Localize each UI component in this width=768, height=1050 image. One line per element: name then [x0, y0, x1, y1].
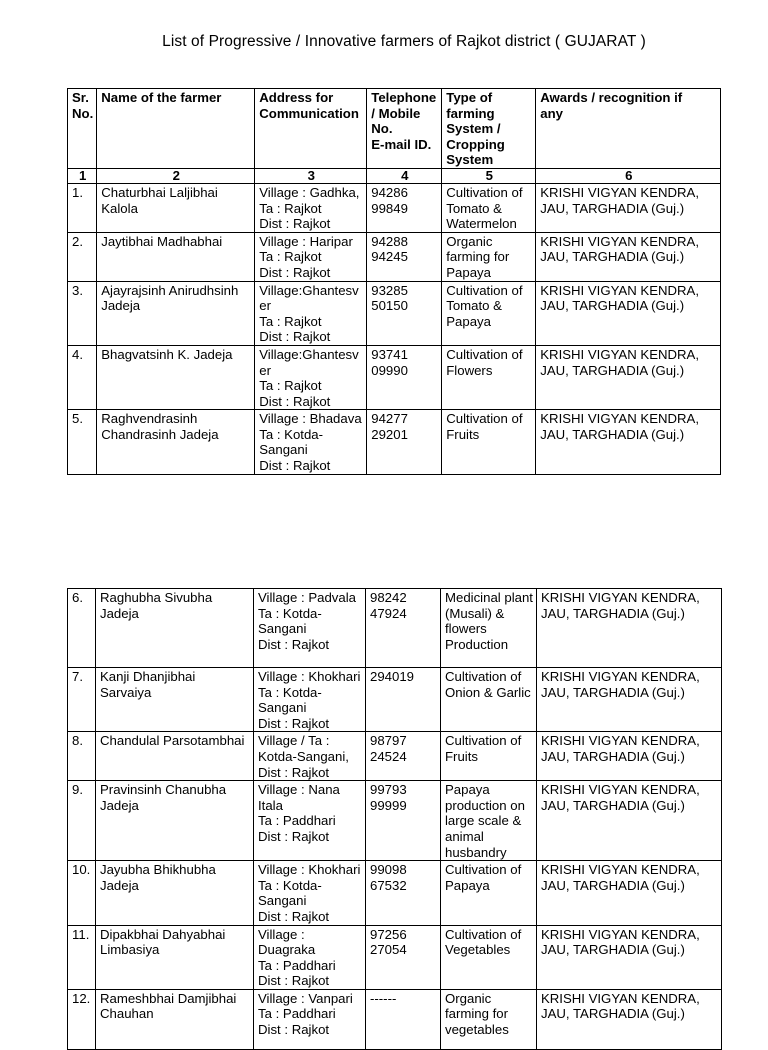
telephone-cell	[366, 861, 441, 925]
cell-line: Ta : Rajkot	[259, 249, 322, 265]
cell-line: Name of the farmer	[101, 90, 222, 105]
telephone-cell	[366, 589, 441, 668]
cell-line: Dist : Rajkot	[258, 715, 330, 731]
table-row	[68, 861, 722, 925]
telephone-cell	[366, 989, 441, 1049]
cell-line: 94245	[371, 249, 408, 265]
cell-line: Ta : Kotda-	[258, 605, 322, 621]
farming-type-cell	[441, 589, 537, 668]
cell-line: any	[540, 105, 563, 121]
address-cell	[254, 732, 366, 781]
table-row	[68, 989, 722, 1049]
address-cell	[255, 183, 367, 232]
cell-line: Village :	[258, 926, 305, 942]
award-cell	[536, 410, 721, 474]
farming-type-cell	[442, 345, 536, 409]
header-awards	[536, 89, 721, 169]
cell-line: Organic	[446, 233, 493, 249]
cell-line: Chaturbhai Laljibhai	[101, 184, 218, 200]
cell-line: Tomato &	[446, 200, 502, 216]
cell-line: JAU, TARGHADIA (Guj.)	[540, 684, 685, 700]
column-number: 3	[255, 168, 367, 183]
cell-line: KRISHI VIGYAN KENDRA,	[540, 282, 700, 298]
cell-line: er	[259, 298, 271, 314]
farming-type-cell	[441, 925, 537, 989]
address-cell	[255, 232, 367, 281]
header-farming-type	[442, 89, 536, 169]
award-cell	[536, 732, 721, 781]
cell-line: Cultivation of	[446, 184, 523, 200]
cell-line: Chandrasinh Jadeja	[101, 426, 219, 442]
cell-line: E-mail ID.	[371, 136, 432, 152]
address-cell	[254, 861, 366, 925]
cell-line: Dist : Rajkot	[258, 973, 330, 989]
column-number: 4	[367, 168, 442, 183]
cell-line: Cropping	[446, 136, 505, 152]
cell-line: Medicinal plant	[445, 590, 533, 605]
cell-line: Village : Khokhari	[258, 669, 361, 684]
cell-line: JAU, TARGHADIA (Guj.)	[540, 249, 685, 265]
farming-type-cell	[441, 732, 537, 781]
cell-line: Dist : Rajkot	[258, 764, 330, 780]
sr-no-cell: 6.	[68, 589, 96, 668]
farming-type-cell	[442, 281, 536, 345]
sr-no-cell: 12.	[68, 989, 96, 1049]
table-row	[68, 410, 721, 474]
sr-no-cell: 4.	[68, 345, 97, 409]
address-cell	[254, 668, 366, 732]
cell-line: Ta : Rajkot	[259, 200, 322, 216]
cell-line: Fruits	[445, 748, 478, 764]
sr-no-cell: 10.	[68, 861, 96, 925]
cell-line: Village:Ghantesv	[259, 346, 359, 362]
cell-line: Ta : Rajkot	[259, 313, 322, 329]
table-row	[68, 345, 721, 409]
cell-line: Ta : Paddhari	[258, 957, 336, 973]
cell-line: Village : Nana	[258, 782, 340, 798]
cell-line: JAU, TARGHADIA (Guj.)	[540, 298, 685, 314]
cell-line: JAU, TARGHADIA (Guj.)	[540, 1006, 685, 1022]
header-row	[68, 89, 721, 169]
telephone-cell	[366, 668, 441, 732]
award-cell	[536, 781, 721, 861]
cell-line: Raghvendrasinh	[101, 411, 198, 427]
cell-line: Village : Gadhka,	[259, 184, 360, 200]
cell-line: er	[259, 362, 271, 378]
address-cell	[255, 410, 367, 474]
cell-line: Itala	[258, 797, 283, 813]
cell-line: 67532	[370, 877, 407, 893]
award-cell	[536, 861, 721, 925]
cell-line: husbandry	[445, 844, 507, 860]
sr-no-cell: 11.	[68, 925, 96, 989]
cell-line: KRISHI VIGYAN KENDRA,	[540, 733, 700, 749]
cell-line: KRISHI VIGYAN KENDRA,	[540, 669, 700, 684]
cell-line: 93741	[371, 346, 408, 362]
cell-line: Ajayrajsinh Anirudhsinh	[101, 282, 239, 298]
cell-line: Cultivation of	[445, 862, 522, 878]
farmer-name-cell	[96, 668, 254, 732]
sr-no-cell: 8.	[68, 732, 96, 781]
sr-no-cell: 5.	[68, 410, 97, 474]
cell-line: Papaya	[446, 264, 491, 280]
cell-line: No.	[371, 121, 393, 137]
sr-no-cell: 7.	[68, 668, 96, 732]
cell-line: Sr.	[72, 90, 89, 105]
cell-line: 294019	[370, 669, 415, 684]
cell-line: System /	[446, 121, 501, 137]
cell-line: Jadeja	[100, 797, 139, 813]
cell-line: JAU, TARGHADIA (Guj.)	[540, 362, 685, 378]
table-row	[68, 589, 722, 668]
cell-line: Ta : Kotda-	[259, 426, 324, 442]
table-row	[68, 183, 721, 232]
cell-line: Kanji Dhanjibhai	[100, 669, 196, 684]
cell-line: Raghubha Sivubha	[100, 590, 213, 605]
cell-line: / Mobile	[371, 105, 421, 121]
cell-line: KRISHI VIGYAN KENDRA,	[540, 184, 700, 200]
award-cell	[536, 232, 721, 281]
cell-line: Type of	[446, 90, 493, 105]
cell-line: Sarvaiya	[100, 684, 152, 700]
award-cell	[536, 183, 721, 232]
cell-line: Cultivation of	[446, 346, 523, 362]
cell-line: Cultivation of	[445, 926, 522, 942]
header-address	[255, 89, 367, 169]
cell-line: Kotda-Sangani,	[258, 748, 349, 764]
cell-line: Awards / recognition if	[540, 90, 683, 105]
cell-line: Village:Ghantesv	[259, 282, 359, 298]
cell-line: Papaya	[445, 782, 490, 798]
column-number-row	[68, 168, 721, 183]
cell-line: production on	[445, 797, 525, 813]
cell-line: No.	[72, 105, 94, 121]
cell-line: Flowers	[446, 362, 493, 378]
farming-type-cell	[441, 861, 537, 925]
cell-line: KRISHI VIGYAN KENDRA,	[540, 233, 700, 249]
cell-line: Vegetables	[445, 942, 511, 958]
cell-line: ------	[370, 990, 397, 1006]
cell-line: Jaytibhai Madhabhai	[101, 233, 223, 249]
cell-line: Jadeja	[100, 877, 139, 893]
telephone-cell	[366, 732, 441, 781]
telephone-cell	[367, 281, 442, 345]
award-cell	[536, 989, 721, 1049]
cell-line: KRISHI VIGYAN KENDRA,	[540, 590, 700, 605]
table-body	[68, 589, 722, 1050]
cell-line: Village : Khokhari	[258, 862, 361, 878]
award-cell	[536, 925, 721, 989]
cell-line: flowers	[445, 621, 487, 637]
farmer-name-cell	[97, 232, 255, 281]
farming-type-cell	[441, 668, 537, 732]
farmer-name-cell	[96, 732, 254, 781]
award-cell	[536, 589, 721, 668]
cell-line: Dist : Rajkot	[259, 329, 331, 345]
award-cell	[536, 281, 721, 345]
telephone-cell	[367, 410, 442, 474]
cell-line: Jadeja	[101, 298, 141, 314]
address-cell	[254, 781, 366, 861]
cell-line: Chandulal Parsotambhai	[100, 733, 245, 749]
cell-line: 94288	[371, 233, 408, 249]
sr-no-cell: 9.	[68, 781, 96, 861]
cell-line: Duagraka	[258, 942, 316, 958]
cell-line: Limbasiya	[100, 942, 160, 958]
cell-line: 50150	[371, 298, 408, 314]
farmer-name-cell	[97, 281, 255, 345]
cell-line: Ta : Rajkot	[259, 378, 322, 394]
farmers-table-part-2	[67, 588, 722, 1050]
telephone-cell	[367, 345, 442, 409]
table-row	[68, 232, 721, 281]
cell-line: Village : Haripar	[259, 233, 353, 249]
cell-line: 94286	[371, 184, 408, 200]
cell-line: Rameshbhai Damjibhai	[100, 990, 237, 1006]
cell-line: KRISHI VIGYAN KENDRA,	[540, 990, 700, 1006]
cell-line: Village : Bhadava	[259, 411, 362, 427]
cell-line: Cultivation of	[446, 282, 523, 298]
farming-type-cell	[442, 183, 536, 232]
cell-line: JAU, TARGHADIA (Guj.)	[540, 942, 685, 958]
cell-line: 98242	[370, 590, 407, 605]
sr-no-cell: 2.	[68, 232, 97, 281]
cell-line: 99098	[370, 862, 407, 878]
cell-line: Watermelon	[446, 216, 517, 232]
table-body	[68, 183, 721, 474]
telephone-cell	[367, 183, 442, 232]
column-number: 1	[68, 168, 97, 183]
cell-line: 24524	[370, 748, 407, 764]
cell-line: Papaya	[446, 313, 491, 329]
cell-line: Dist : Rajkot	[259, 216, 331, 232]
cell-line: Dist : Rajkot	[258, 828, 330, 844]
address-cell	[255, 345, 367, 409]
cell-line: JAU, TARGHADIA (Guj.)	[540, 200, 685, 216]
sr-no-cell: 3.	[68, 281, 97, 345]
farming-type-cell	[442, 410, 536, 474]
cell-line: KRISHI VIGYAN KENDRA,	[540, 926, 700, 942]
farmer-name-cell	[96, 989, 254, 1049]
cell-line: (Musali) &	[445, 605, 505, 621]
cell-line: Cultivation of	[445, 733, 522, 749]
telephone-cell	[366, 925, 441, 989]
cell-line: Dist : Rajkot	[258, 908, 330, 924]
cell-line: Sangani	[258, 621, 307, 637]
cell-line: Dist : Rajkot	[259, 458, 331, 474]
header-name	[97, 89, 255, 169]
cell-line: Papaya	[445, 877, 490, 893]
address-cell	[255, 281, 367, 345]
cell-line: Dipakbhai Dahyabhai	[100, 926, 226, 942]
address-cell	[254, 589, 366, 668]
cell-line: KRISHI VIGYAN KENDRA,	[540, 346, 700, 362]
cell-line: JAU, TARGHADIA (Guj.)	[540, 877, 685, 893]
cell-line: Tomato &	[446, 298, 502, 314]
cell-line: Pravinsinh Chanubha	[100, 782, 227, 798]
farmer-name-cell	[97, 410, 255, 474]
cell-line: Ta : Kotda-	[258, 877, 322, 893]
cell-line: 99849	[371, 200, 408, 216]
cell-line: Cultivation of	[446, 411, 523, 427]
cell-line: Chauhan	[100, 1006, 154, 1022]
address-cell	[254, 989, 366, 1049]
cell-line: Jadeja	[100, 605, 139, 621]
telephone-cell	[366, 781, 441, 861]
column-number: 2	[97, 168, 255, 183]
table-row	[68, 925, 722, 989]
cell-line: 09990	[371, 362, 408, 378]
cell-line: 97256	[370, 926, 407, 942]
cell-line: Dist : Rajkot	[258, 636, 330, 652]
farming-type-cell	[441, 989, 537, 1049]
table-row	[68, 281, 721, 345]
cell-line: 27054	[370, 942, 407, 958]
table-row	[68, 781, 722, 861]
cell-line: farming for	[446, 249, 510, 265]
cell-line: farming for	[445, 1006, 509, 1022]
cell-line: Bhagvatsinh K. Jadeja	[101, 346, 233, 362]
farmer-name-cell	[96, 589, 254, 668]
farming-type-cell	[442, 232, 536, 281]
cell-line: JAU, TARGHADIA (Guj.)	[540, 426, 685, 442]
header-telephone	[367, 89, 442, 169]
cell-line: Kalola	[101, 200, 138, 216]
cell-line: JAU, TARGHADIA (Guj.)	[540, 797, 685, 813]
cell-line: JAU, TARGHADIA (Guj.)	[540, 605, 685, 621]
address-cell	[254, 925, 366, 989]
cell-line: 47924	[370, 605, 407, 621]
cell-line: Ta : Paddhari	[258, 1006, 336, 1022]
table-row	[68, 732, 722, 781]
cell-line: 93285	[371, 282, 408, 298]
cell-line: Sangani	[258, 700, 307, 716]
table-row	[68, 668, 722, 732]
cell-line: Communication	[259, 105, 359, 121]
cell-line: Village / Ta :	[258, 733, 330, 749]
farmer-name-cell	[97, 345, 255, 409]
farmers-table-part-1	[67, 88, 721, 475]
cell-line: Dist : Rajkot	[258, 1022, 330, 1038]
cell-line: large scale &	[445, 813, 522, 829]
cell-line: Ta : Kotda-	[258, 684, 322, 700]
cell-line: animal	[445, 828, 484, 844]
page-title: List of Progressive / Innovative farmers of Rajkot district ( GUJARAT )	[162, 33, 646, 50]
farmer-name-cell	[96, 781, 254, 861]
cell-line: 94277	[371, 411, 408, 427]
column-number: 6	[536, 168, 721, 183]
cell-line: Ta : Paddhari	[258, 813, 336, 829]
cell-line: Sangani	[258, 893, 307, 909]
cell-line: Village : Vanpari	[258, 990, 353, 1006]
cell-line: farming	[446, 105, 495, 121]
cell-line: Production	[445, 636, 509, 652]
cell-line: Cultivation of	[445, 669, 522, 684]
cell-line: Telephone	[371, 90, 437, 105]
cell-line: 99999	[370, 797, 407, 813]
cell-line: JAU, TARGHADIA (Guj.)	[540, 748, 685, 764]
telephone-cell	[367, 232, 442, 281]
cell-line: Fruits	[446, 426, 480, 442]
cell-line: 99793	[370, 782, 407, 798]
cell-line: System	[446, 152, 494, 168]
farmer-name-cell	[96, 861, 254, 925]
cell-line: Organic	[445, 990, 492, 1006]
cell-line: Dist : Rajkot	[259, 393, 331, 409]
farming-type-cell	[441, 781, 537, 861]
award-cell	[536, 345, 721, 409]
cell-line: 29201	[371, 426, 408, 442]
cell-line: Onion & Garlic	[445, 684, 531, 700]
cell-line: Address for	[259, 90, 334, 105]
cell-line: KRISHI VIGYAN KENDRA,	[540, 862, 700, 878]
cell-line: Jayubha Bhikhubha	[100, 862, 216, 878]
farmer-name-cell	[96, 925, 254, 989]
cell-line: vegetables	[445, 1022, 509, 1038]
cell-line: 98797	[370, 733, 407, 749]
sr-no-cell: 1.	[68, 183, 97, 232]
cell-line: KRISHI VIGYAN KENDRA,	[540, 411, 700, 427]
cell-line: KRISHI VIGYAN KENDRA,	[540, 782, 700, 798]
award-cell	[536, 668, 721, 732]
cell-line: Sangani	[259, 442, 308, 458]
column-number: 5	[442, 168, 536, 183]
farmer-name-cell	[97, 183, 255, 232]
header-sr-no	[68, 89, 97, 169]
cell-line: Dist : Rajkot	[259, 264, 331, 280]
cell-line: Village : Padvala	[258, 590, 356, 605]
